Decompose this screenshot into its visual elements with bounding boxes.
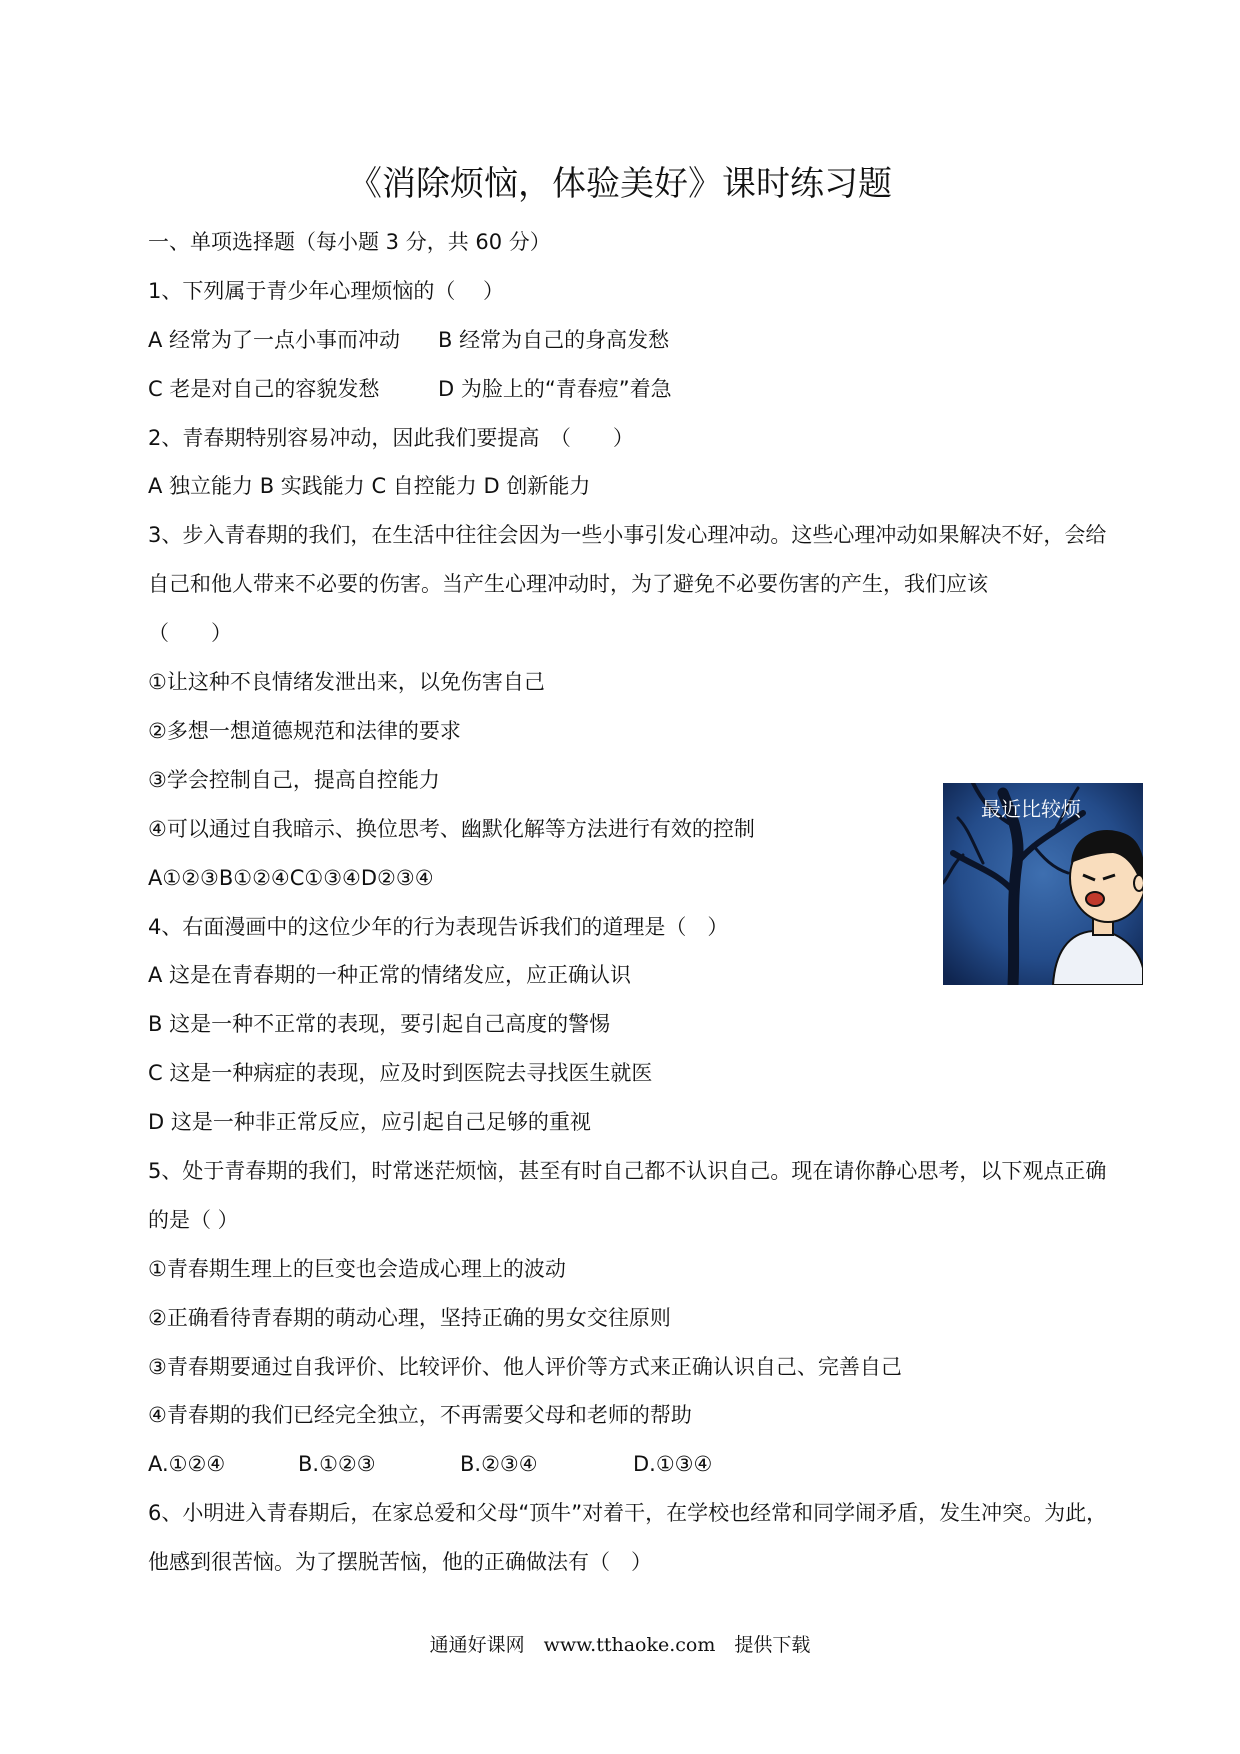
q1-option-b: B 经常为自己的身高发愁 — [438, 327, 670, 352]
q5-statement-2: ②正确看待青春期的萌动心理，坚持正确的男女交往原则 — [148, 1305, 671, 1330]
q5-statement-4: ④青春期的我们已经完全独立，不再需要父母和老师的帮助 — [148, 1403, 692, 1428]
q3-statement-4: ④可以通过自我暗示、换位思考、幽默化解等方法进行有效的控制 — [148, 816, 755, 841]
q5-statement-3: ③青春期要通过自我评价、比较评价、他人评价等方式来正确认识自己、完善自己 — [148, 1354, 902, 1379]
q5-options — [148, 1440, 1108, 1489]
q5-statement-1: ①青春期生理上的巨变也会造成心理上的波动 — [148, 1256, 566, 1281]
q1-options-row2 — [148, 365, 1108, 414]
q3-options: A①②③B①②④C①③④D②③④ — [148, 865, 434, 890]
footer-source: 通通好课网 www.tthaoke.com 提供下载 — [429, 1634, 811, 1656]
q1-option-a: A 经常为了一点小事而冲动 — [148, 327, 401, 352]
q1-options-row1 — [148, 316, 1108, 365]
q4-option-a: A 这是在青春期的一种正常的情绪发应，应正确认识 — [148, 963, 632, 988]
q5-option-a: A.①②④ — [148, 1452, 226, 1477]
q4-option-d: D 这是一种非正常反应，应引起自己足够的重视 — [148, 1110, 591, 1135]
q5-option-d: D.①③④ — [633, 1452, 713, 1477]
page-title: 《消除烦恼，体验美好》课时练习题 — [348, 164, 892, 204]
q5-option-c: B.②③④ — [460, 1452, 538, 1477]
q4-stem: 4、右面漫画中的这位少年的行为表现告诉我们的道理是（ ） — [148, 914, 729, 939]
q3-blank: （ ） — [148, 621, 232, 646]
q3-statement-3: ③学会控制自己，提高自控能力 — [148, 767, 440, 792]
q1-option-c: C 老是对自己的容貌发愁 — [148, 376, 380, 401]
q2-options: A 独立能力 B 实践能力 C 自控能力 D 创新能力 — [148, 474, 591, 499]
q4-option-c: C 这是一种病症的表现，应及时到医院去寻找医生就医 — [148, 1061, 653, 1086]
q3-stem: 3、步入青春期的我们，在生活中往往会因为一些小事引发心理冲动。这些心理冲动如果解决不好，会给自己和他人带来不必要的伤害。当产生心理冲动时，为了避免不必要伤害的产生，我们应该 — [148, 523, 1107, 597]
q6-stem: 6、小明进入青春期后，在家总爱和父母“顶牛”对着干，在学校也经常和同学闹矛盾，发生冲突。为此，他感到很苦恼。为了摆脱苦恼，他的正确做法有（ ） — [148, 1501, 1108, 1575]
q4-option-b: B 这是一种不正常的表现，要引起自己高度的警惕 — [148, 1012, 611, 1037]
q5-option-b: B.①②③ — [298, 1452, 376, 1477]
q2-stem: 2、青春期特别容易冲动，因此我们要提高 （ ） — [148, 425, 634, 450]
q3-statement-2: ②多想一想道德规范和法律的要求 — [148, 718, 461, 743]
q3-statement-1: ①让这种不良情绪发泄出来，以免伤害自己 — [148, 670, 545, 695]
cartoon-caption: 最近比较烦 — [981, 797, 1081, 821]
cartoon-image — [943, 783, 1143, 985]
q1-option-d: D 为脸上的“青春痘”着急 — [438, 376, 672, 401]
section-heading: 一、单项选择题（每小题 3 分，共 60 分） — [148, 230, 551, 254]
q1-stem: 1、下列属于青少年心理烦恼的（ ） — [148, 278, 505, 303]
q5-stem: 5、处于青春期的我们，时常迷茫烦恼，甚至有时自己都不认识自己。现在请你静心思考，以下观点正确的是（ ） — [148, 1158, 1107, 1232]
